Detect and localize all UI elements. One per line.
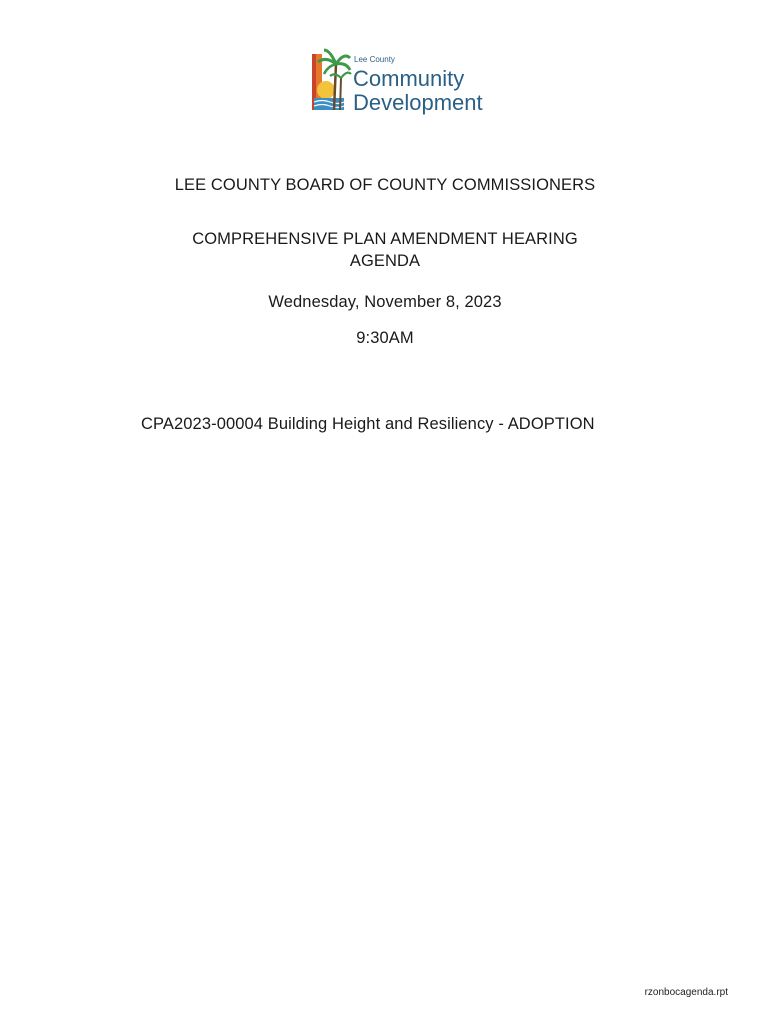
- hearing-date: Wednesday, November 8, 2023: [268, 293, 502, 311]
- community-development-logo: [310, 44, 485, 116]
- agenda-item: CPA2023-00004 Building Height and Resiliency - ADOPTION: [141, 415, 595, 433]
- logo-line2: Development: [353, 90, 483, 115]
- hearing-time: 9:30AM: [356, 329, 414, 347]
- report-filename: rzonbocagenda.rpt: [644, 987, 728, 998]
- logo-small-text: Lee County: [354, 55, 395, 64]
- logo-line1: Community: [353, 66, 465, 91]
- board-heading: LEE COUNTY BOARD OF COUNTY COMMISSIONERS: [174, 176, 596, 194]
- hearing-title-line1: COMPREHENSIVE PLAN AMENDMENT HEARING: [192, 230, 578, 248]
- palm-emblem-icon: [312, 50, 351, 110]
- hearing-title-line2: AGENDA: [349, 252, 421, 270]
